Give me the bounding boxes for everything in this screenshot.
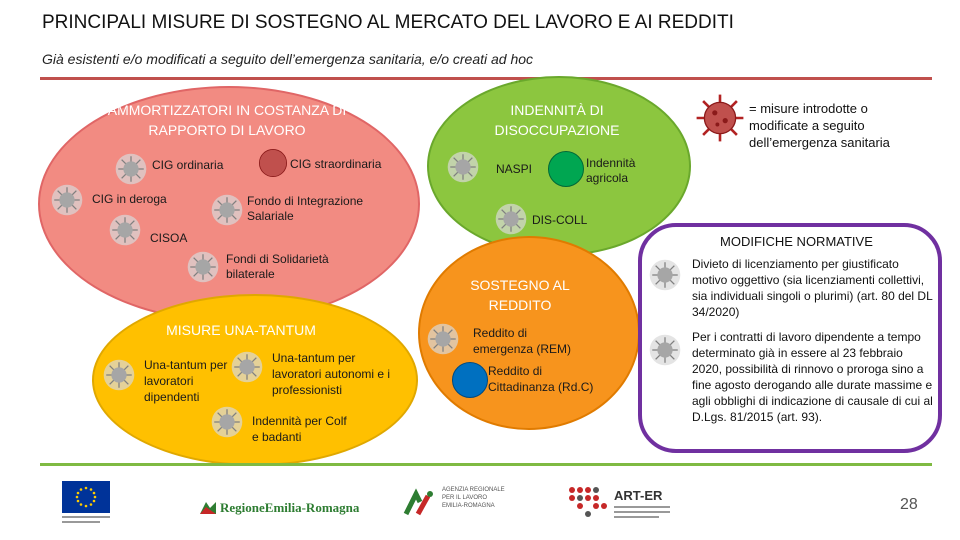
legend-text: = misure introdotte o modificate a seguito dell’emergenza sanitaria — [749, 101, 890, 150]
colf-badanti-virus-icon — [210, 405, 244, 439]
eu-flag-logo — [62, 481, 110, 513]
una-tantum-autonomi-virus-icon — [230, 350, 264, 384]
dis-coll-virus-icon — [494, 202, 528, 236]
legend-virus-icon — [694, 92, 746, 144]
ammortizzatori-title: AMMORTIZZATORI IN COSTANZA DI RAPPORTO DI LAVORO — [107, 102, 347, 138]
una-tantum-dipendenti-virus-icon — [102, 358, 136, 392]
naspi-label: NASPI — [496, 162, 533, 176]
agenzia-logo-text: AGENZIA REGIONALE PER IL LAVORO EMILIA-ROMAGNA — [442, 487, 505, 509]
dis-coll-label: DIS-COLL — [532, 213, 588, 227]
cisoa-virus-icon — [108, 213, 142, 247]
fondi-solidarieta-label: Fondi di Solidarietà bilaterale — [226, 252, 329, 281]
footer-divider — [40, 463, 932, 466]
cig-ordinaria-virus-icon — [114, 152, 148, 186]
colf-badanti-label: Indennità per Colf e badanti — [252, 414, 347, 444]
regione-emilia-romagna-logo — [198, 498, 360, 520]
una-tantum-autonomi-label: Una-tantum per lavoratori autonomi e i professionisti — [272, 351, 391, 397]
modifica-1-text: Divieto di licenziamento per giustificato motivo oggettivo (sia licenziamenti collettivi, sia individuali singoli o plurimi) (art. 80 del DL 34/2020) — [692, 257, 933, 319]
fondi-solidarieta-virus-icon — [186, 250, 220, 284]
eu-caption-lines — [62, 516, 110, 523]
regione-logo-text: RegioneEmilia-Romagna — [220, 500, 360, 515]
art-er-logo-text: ART-ER — [614, 488, 663, 503]
cig-deroga-virus-icon — [50, 183, 84, 217]
cig-ordinaria-label: CIG ordinaria — [152, 158, 224, 172]
cig-deroga-label: CIG in deroga — [92, 192, 167, 206]
rem-label: Reddito di emergenza (REM) — [473, 326, 572, 356]
indennita-title: INDENNITÀ DI DISOCCUPAZIONE — [494, 102, 620, 138]
header-divider — [40, 77, 932, 80]
modifica-2-text: Per i contratti di lavoro dipendente a tempo determinato già in essere al 23 febbraio 2020, possibilità di rinnovo o proroga sino a fine agosto derogando alle durate massime e agli obblighi di indicazione di causale di cui al D.Lgs. 81/2015 (art. 93). — [692, 330, 933, 424]
page-title: PRINCIPALI MISURE DI SOSTEGNO AL MERCATO DEL LAVORO E AI REDDITI — [42, 12, 734, 33]
cig-straordinaria-virus-icon — [256, 146, 290, 180]
page-number: 28 — [900, 496, 918, 513]
una-tantum-dipendenti-label: Una-tantum per lavoratori dipendenti — [144, 358, 228, 404]
modifica-2-virus-icon — [648, 333, 682, 367]
art-er-caption-lines — [614, 506, 670, 518]
fis-label: Fondo di Integrazione Salariale — [247, 194, 364, 223]
indennita-agricola-dot — [548, 151, 584, 187]
cisoa-label: CISOA — [150, 231, 188, 245]
art-er-logo — [566, 484, 678, 522]
agenzia-lavoro-logo — [402, 484, 512, 524]
una-tantum-title: MISURE UNA-TANTUM — [166, 322, 316, 338]
modifica-1-virus-icon — [648, 258, 682, 292]
fis-virus-icon — [210, 193, 244, 227]
modifiche-title: MODIFICHE NORMATIVE — [720, 234, 873, 249]
rem-virus-icon — [426, 322, 460, 356]
naspi-virus-icon — [446, 150, 480, 184]
sostegno-title: SOSTEGNO AL REDDITO — [470, 277, 570, 313]
page-subtitle: Già esistenti e/o modificati a seguito dell’emergenza sanitaria, e/o creati ad hoc — [42, 51, 534, 67]
indennita-agricola-label: Indennità agricola — [586, 156, 636, 185]
rdc-dot — [452, 362, 488, 398]
rdc-label: Reddito di Cittadinanza (Rd.C) — [488, 364, 594, 394]
cig-straordinaria-label: CIG straordinaria — [290, 157, 382, 171]
